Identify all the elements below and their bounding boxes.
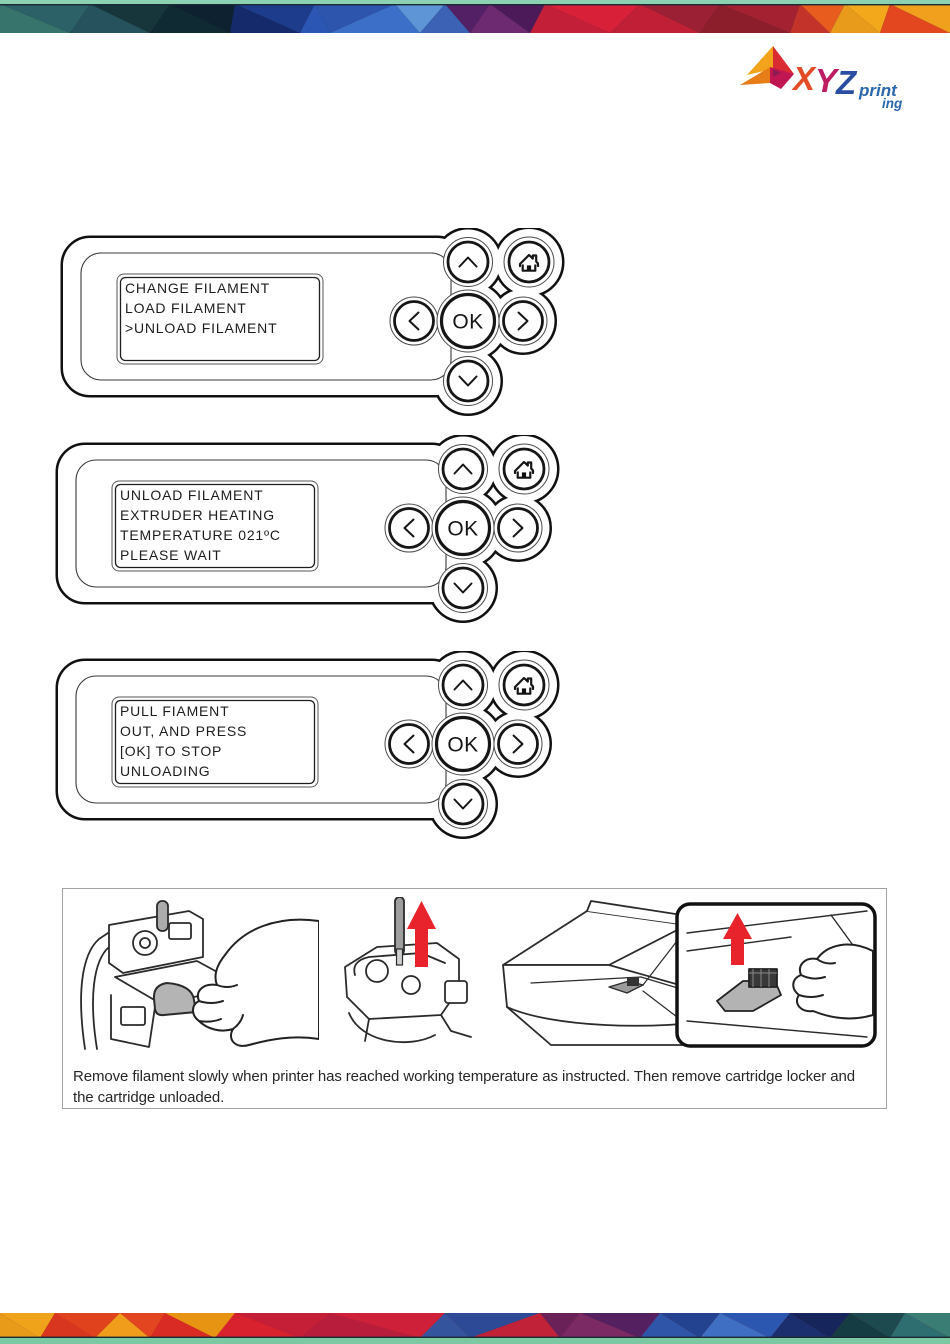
- control-panel-step-3: [55, 651, 569, 844]
- lcd-line: LOAD FILAMENT: [125, 300, 247, 316]
- control-panel-step-2: [55, 435, 569, 628]
- lcd-line: UNLOAD FILAMENT: [120, 487, 264, 503]
- logo-origami-mark: [740, 46, 794, 89]
- filament-tube: [395, 897, 404, 955]
- logo-letter-z: Z: [836, 64, 857, 101]
- figure-inset: [677, 904, 875, 1046]
- figure-remove-filament: [71, 899, 319, 1057]
- logo-word-ing: ing: [882, 96, 903, 111]
- lcd-line: UNLOADING: [120, 763, 211, 779]
- ok-button-label: OK: [452, 310, 484, 334]
- filament-tube: [157, 901, 168, 931]
- logo-letter-x: X: [793, 60, 816, 97]
- lcd-line: PLEASE WAIT: [120, 547, 222, 563]
- figure-box: [62, 888, 887, 1109]
- figure-pull-tube: [325, 897, 487, 1057]
- logo-word-print: print: [859, 81, 897, 100]
- control-panel-step-1: [60, 228, 574, 421]
- ok-button-label: OK: [447, 733, 479, 757]
- lcd-line: [OK] TO STOP: [120, 743, 223, 759]
- lcd-line: TEMPERATURE 021ºC: [120, 527, 281, 543]
- bottom-banner: [0, 1313, 950, 1338]
- xyzprinting-logo: [733, 42, 911, 112]
- top-banner: [0, 4, 950, 33]
- lcd-line: PULL FIAMENT: [120, 703, 230, 719]
- logo-letter-y: Y: [815, 62, 838, 99]
- ok-button-label: OK: [447, 517, 479, 541]
- lcd-line: OUT, AND PRESS: [120, 723, 248, 739]
- figure-remove-cartridge: [491, 899, 883, 1051]
- lcd-line: >UNLOAD FILAMENT: [125, 320, 278, 336]
- bottom-mint-strip: [0, 1338, 950, 1344]
- lcd-line: EXTRUDER HEATING: [120, 507, 275, 523]
- figure-caption: Remove filament slowly when printer has reached working temperature as instructed. Then remove cartridge locker and the cartridge unloaded.: [73, 1068, 855, 1106]
- lcd-line: CHANGE FILAMENT: [125, 280, 271, 296]
